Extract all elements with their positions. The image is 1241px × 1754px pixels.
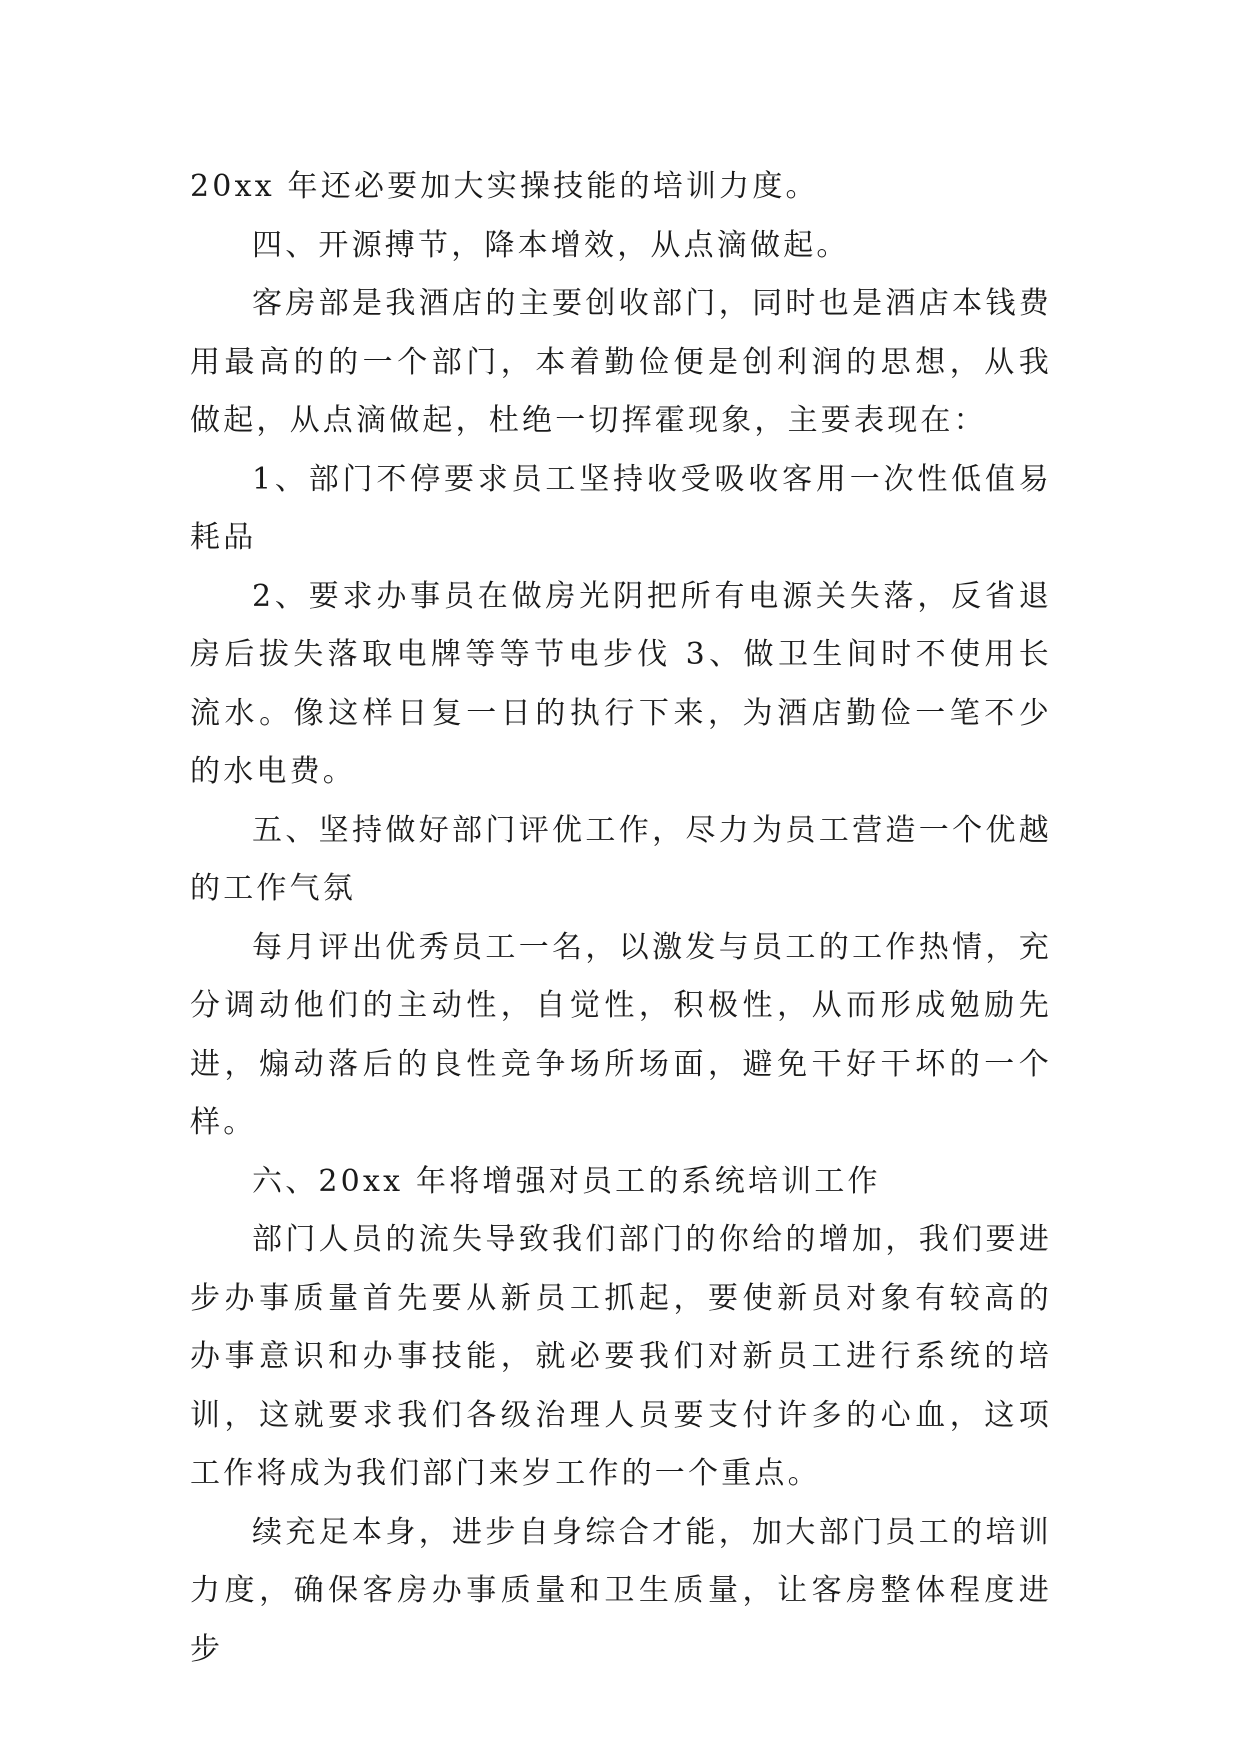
section-heading-6: 六、20xx 年将增强对员工的系统培训工作: [252, 1163, 881, 1199]
paragraph: 每月评出优秀员工一名，以激发与员工的工作热情，充分调动他们的主动性，自觉性，积极性，从而形成勉励先进，煽动落后的良性竞争场所场面，避免干好干坏的一个样。: [190, 929, 1052, 1140]
list-item: 1、部门不停要求员工坚持收受吸收客用一次性低值易耗品: [190, 461, 1052, 555]
paragraph: 客房部是我酒店的主要创收部门，同时也是酒店本钱费用最高的的一个部门，本着勤俭便是创利润的思想，从我做起，从点滴做起，杜绝一切挥霍现象，主要表现在：: [190, 286, 1052, 438]
document-body: [190, 158, 1052, 1679]
paragraph: 续充足本身，进步自身综合才能，加大部门员工的培训力度，确保客房办事质量和卫生质量，让客房整体程度进步: [190, 1514, 1052, 1667]
paragraph: 部门人员的流失导致我们部门的你给的增加，我们要进步办事质量首先要从新员工抓起，要使新员对象有较高的办事意识和办事技能，就必要我们对新员工进行系统的培训，这就要求我们各级治理人员要支付许多的心血，这项工作将成为我们部门来岁工作的一个重点。: [190, 1222, 1052, 1491]
section-heading-4: 四、开源搏节，降本增效，从点滴做起。: [252, 227, 850, 263]
section-heading-5: 五、坚持做好部门评优工作，尽力为员工营造一个优越的工作气氛: [190, 812, 1052, 906]
paragraph: 20xx 年还必要加大实操技能的培训力度。: [190, 169, 819, 204]
list-item: 2、要求办事员在做房光阴把所有电源关失落，反省退房后拔失落取电牌等等节电步伐 3、做卫生间时不使用长流水。像这样日复一日的执行下来，为酒店勤俭一笔不少的水电费。: [190, 578, 1052, 789]
